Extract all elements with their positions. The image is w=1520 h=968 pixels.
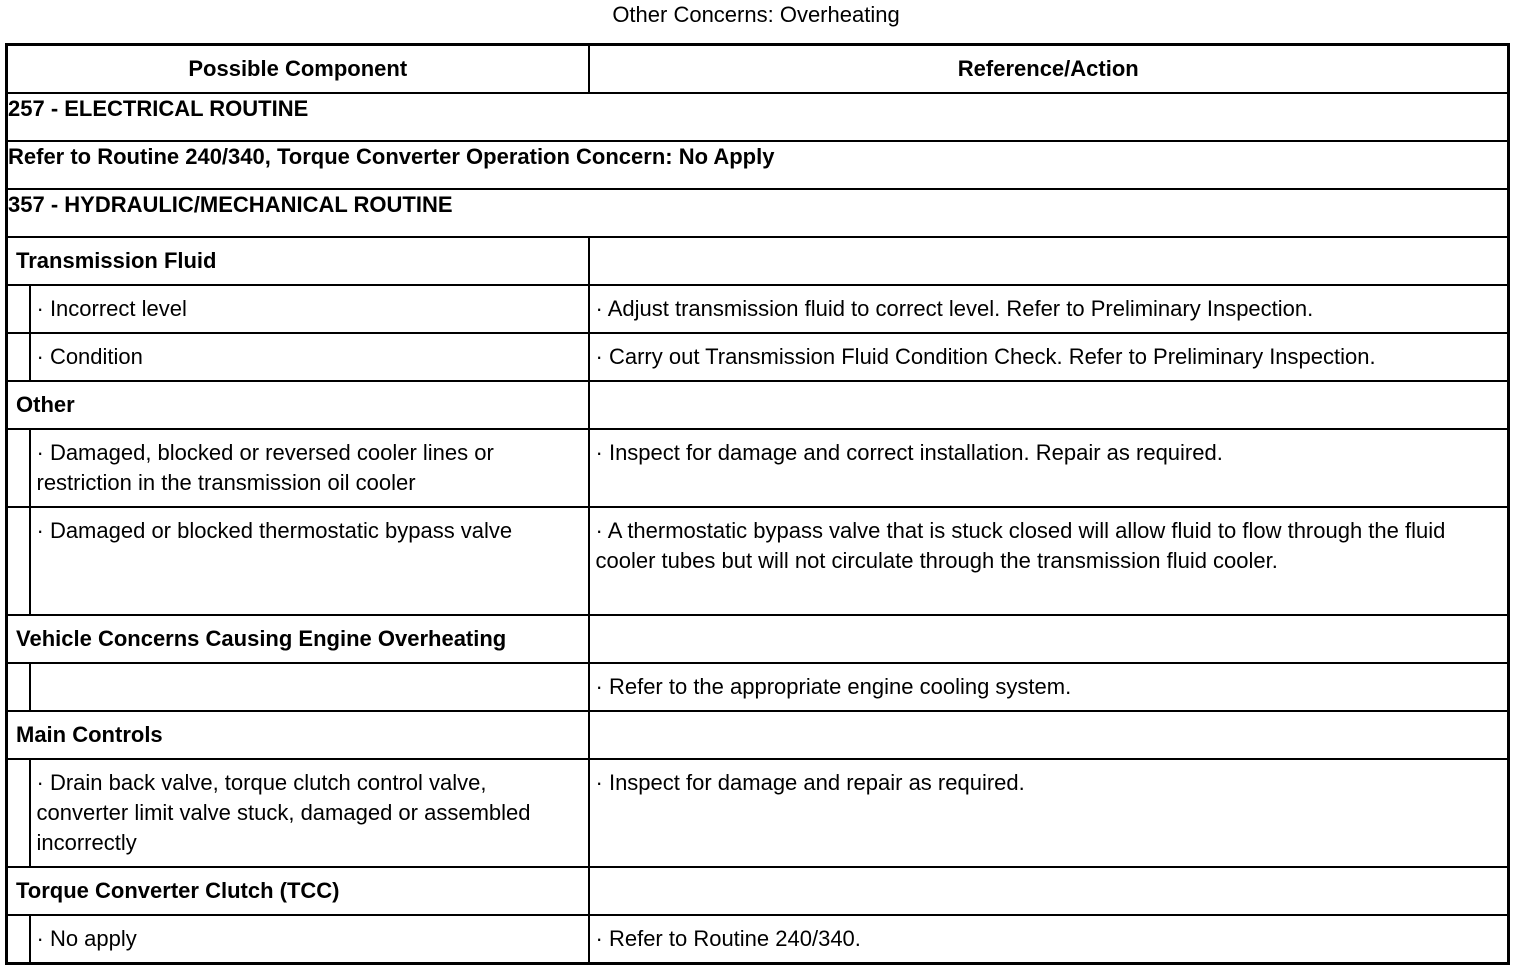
action-cell: · Adjust transmission fluid to correct level. Refer to Preliminary Inspection. xyxy=(589,285,1509,333)
component-cell: · No apply xyxy=(30,915,589,964)
action-cell: · Carry out Transmission Fluid Condition Check. Refer to Preliminary Inspection. xyxy=(589,333,1509,381)
indent-cell xyxy=(7,663,30,711)
group-label-vehicle-concerns: Vehicle Concerns Causing Engine Overheating xyxy=(7,615,589,663)
table-row xyxy=(7,663,1509,711)
group-row xyxy=(7,381,1509,429)
action-cell: · Refer to Routine 240/340. xyxy=(589,915,1509,964)
component-cell: · Damaged or blocked thermostatic bypass valve xyxy=(30,507,589,615)
group-action-empty xyxy=(589,237,1509,285)
action-cell: · Inspect for damage and repair as required. xyxy=(589,759,1509,867)
component-cell: · Condition xyxy=(30,333,589,381)
indent-cell xyxy=(7,285,30,333)
group-row xyxy=(7,615,1509,663)
group-action-empty xyxy=(589,867,1509,915)
component-cell xyxy=(30,663,589,711)
indent-cell xyxy=(7,333,30,381)
indent-cell xyxy=(7,507,30,615)
indent-cell xyxy=(7,759,30,867)
header-row xyxy=(7,45,1509,94)
section-row xyxy=(7,93,1509,141)
section-electrical-routine: 257 - ELECTRICAL ROUTINE xyxy=(7,93,1509,141)
table-row xyxy=(7,759,1509,867)
action-cell: · Refer to the appropriate engine cooling system. xyxy=(589,663,1509,711)
section-refer-routine: Refer to Routine 240/340, Torque Converter Operation Concern: No Apply xyxy=(7,141,1509,189)
indent-cell xyxy=(7,429,30,507)
diagnostic-table xyxy=(5,43,1510,965)
group-label-main-controls: Main Controls xyxy=(7,711,589,759)
group-action-empty xyxy=(589,381,1509,429)
section-row xyxy=(7,189,1509,237)
component-cell: · Incorrect level xyxy=(30,285,589,333)
table-row xyxy=(7,915,1509,964)
header-reference-action: Reference/Action xyxy=(589,45,1509,94)
table-row xyxy=(7,429,1509,507)
component-cell: · Damaged, blocked or reversed cooler lines or restriction in the transmission oil cooler xyxy=(30,429,589,507)
group-action-empty xyxy=(589,711,1509,759)
table-row xyxy=(7,285,1509,333)
table-row xyxy=(7,333,1509,381)
group-row xyxy=(7,711,1509,759)
action-cell: · A thermostatic bypass valve that is stuck closed will allow fluid to flow through the fluid cooler tubes but will not circulate through the transmission fluid cooler. xyxy=(589,507,1509,615)
section-row xyxy=(7,141,1509,189)
group-label-transmission-fluid: Transmission Fluid xyxy=(7,237,589,285)
component-cell: · Drain back valve, torque clutch control valve, converter limit valve stuck, damaged or assembled incorrectly xyxy=(30,759,589,867)
group-label-tcc: Torque Converter Clutch (TCC) xyxy=(7,867,589,915)
group-row xyxy=(7,867,1509,915)
group-label-other: Other xyxy=(7,381,589,429)
group-action-empty xyxy=(589,615,1509,663)
page-title: Other Concerns: Overheating xyxy=(612,2,900,27)
section-hydraulic-routine: 357 - HYDRAULIC/MECHANICAL ROUTINE xyxy=(7,189,1509,237)
header-possible-component: Possible Component xyxy=(7,45,589,94)
action-cell: · Inspect for damage and correct installation. Repair as required. xyxy=(589,429,1509,507)
indent-cell xyxy=(7,915,30,964)
group-row xyxy=(7,237,1509,285)
table-row xyxy=(7,507,1509,615)
